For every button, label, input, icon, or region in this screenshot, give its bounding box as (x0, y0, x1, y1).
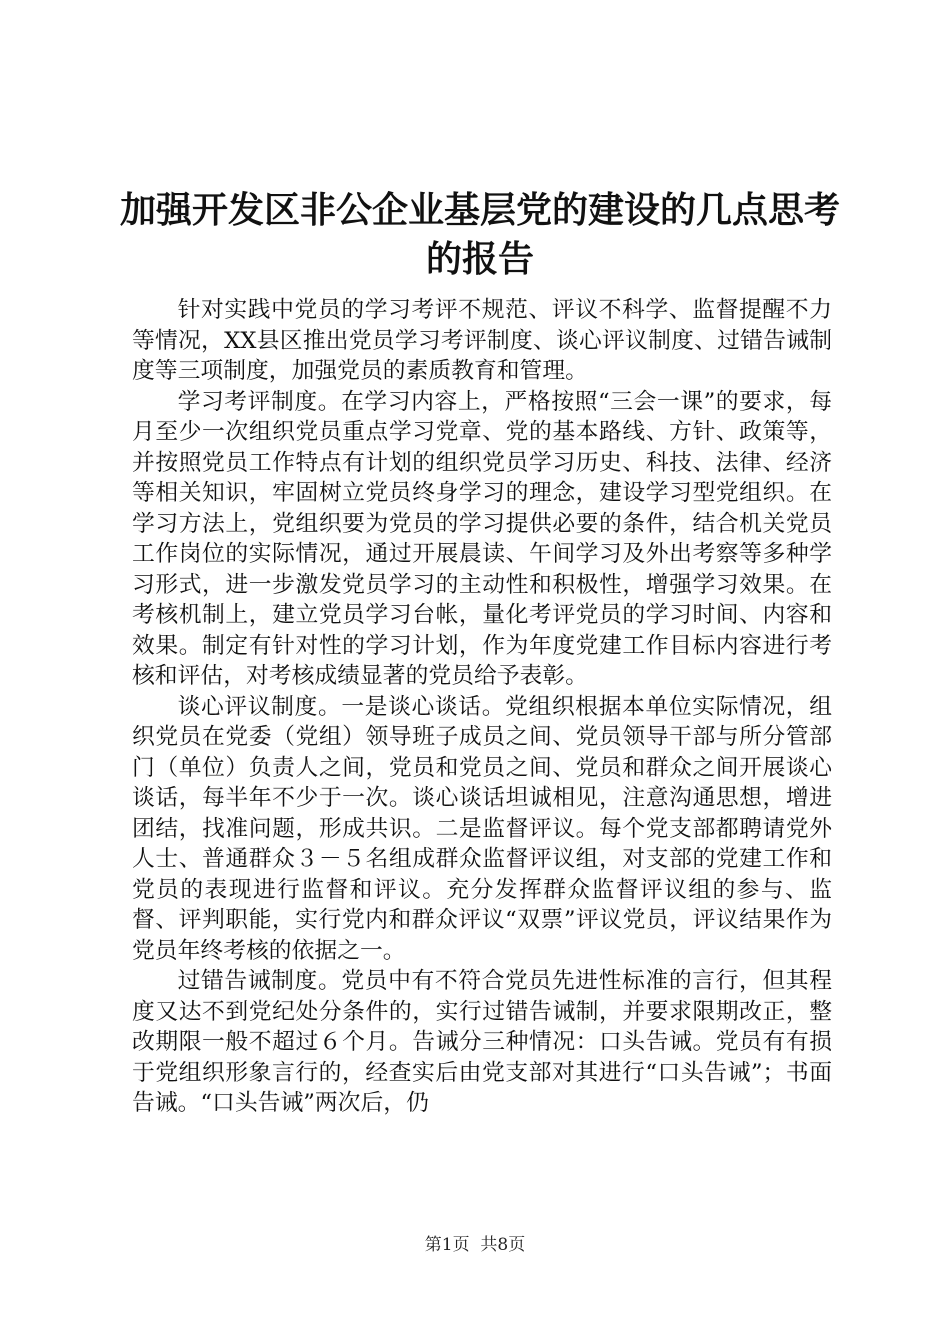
paragraph-intro: 针对实践中党员的学习考评不规范、评议不科学、监督提醒不力等情况，XX县区推出党员学习考评制度、谈心评议制度、过错告诫制度等三项制度，加强党员的素质教育和管理。 (132, 297, 832, 384)
paragraph-heart-to-heart: 谈心评议制度。一是谈心谈话。党组织根据本单位实际情况，组织党员在党委（党组）领导班子成员之间、党员领导干部与所分管部门（单位）负责人之间，党员和党员之间、党员和群众之间开展谈心谈话，每半年不少于一次。谈心谈话坦诚相见，注意沟通思想，增进团结，找准问题，形成共识。二是监督评议。每个党支部都聘请党外人士、普通群众３－５名组成群众监督评议组，对支部的党建工作和党员的表现进行监督和评议。充分发挥群众监督评议组的参与、监督、评判职能，实行党内和群众评议“双票”评议党员，评议结果作为党员年终考核的依据之一。 (132, 693, 832, 964)
document-title (115, 186, 845, 284)
title-line-2: 的报告 (425, 238, 534, 280)
page-number: 第1页 共8页 (424, 1235, 526, 1255)
paragraph-fault-warning: 过错告诫制度。党员中有不符合党员先进性标准的言行，但其程度又达不到党纪处分条件的，实行过错告诫制，并要求限期改正，整改期限一般不超过６个月。告诫分三种情况：口头告诫。党员有有损于党组织形象言行的，经查实后由党支部对其进行“口头告诫”；书面告诫。“口头告诫”两次后，仍 (132, 968, 832, 1116)
page-footer (0, 1235, 950, 1255)
paragraph-study-evaluation: 学习考评制度。在学习内容上，严格按照“三会一课”的要求，每月至少一次组织党员重点学习党章、党的基本路线、方针、政策等，并按照党员工作特点有计划的组织党员学习历史、科技、法律、经济等相关知识，牢固树立党员终身学习的理念，建设学习型党组织。在学习方法上，党组织要为党员的学习提供必要的条件，结合机关党员工作岗位的实际情况，通过开展晨读、午间学习及外出考察等多种学习形式，进一步激发党员学习的主动性和积极性，增强学习效果。在考核机制上，建立党员学习台帐，量化考评党员的学习时间、内容和效果。制定有针对性的学习计划，作为年度党建工作目标内容进行考核和评估，对考核成绩显著的党员给予表彰。 (132, 388, 832, 689)
title-line-1: 加强开发区非公企业基层党的建设的几点思考 (119, 189, 840, 231)
document-body (132, 295, 832, 1119)
